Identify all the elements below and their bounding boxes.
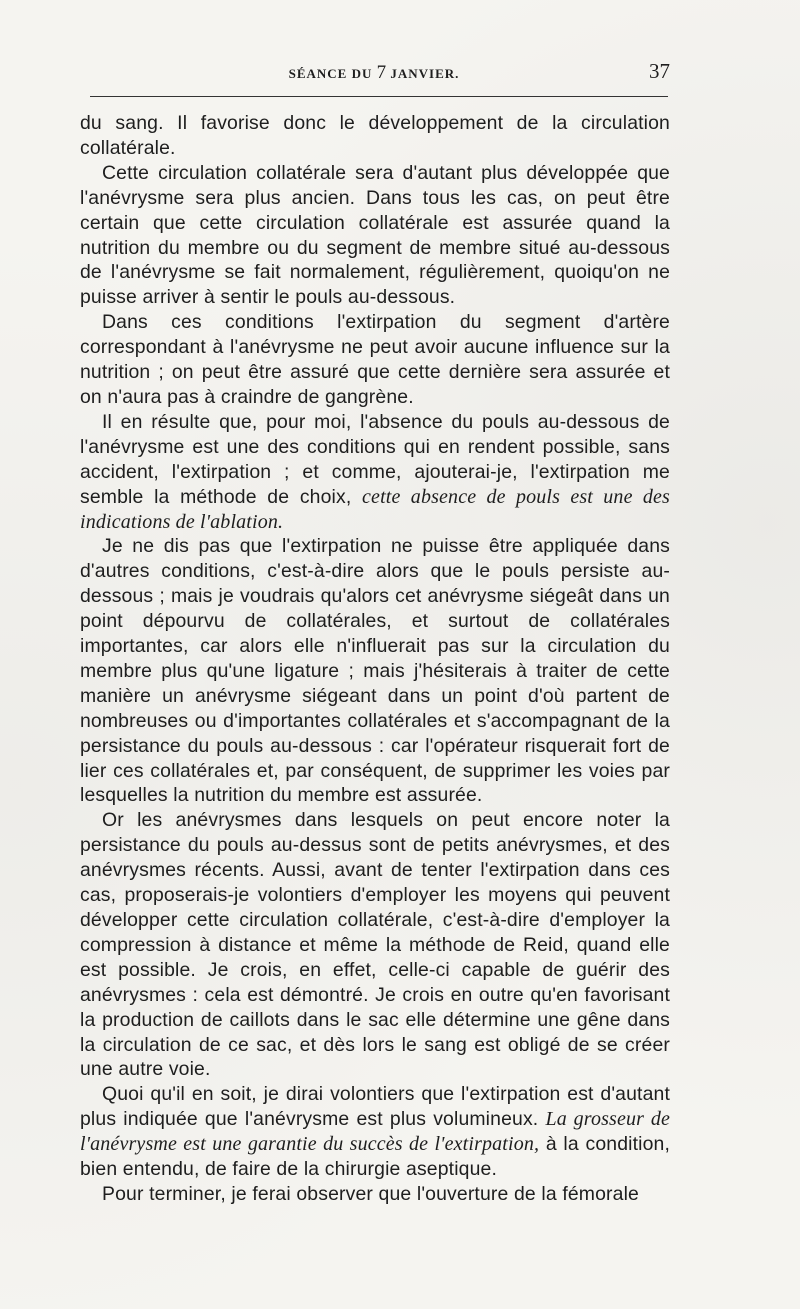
paragraph-8 (80, 1182, 670, 1207)
paragraph-2 (80, 161, 670, 310)
paragraph-4 (80, 410, 670, 535)
paragraph-text: Il en résulte que, pour moi, l'absence du pouls au-dessous de l'anévrysme est une des conditions qui en rendent possible, sans accident, l'extirpation ; et comme, ajouterai-je, l'extirpation me semble la méthode de choix, (80, 410, 670, 508)
paragraph-text: Je ne dis pas que l'extirpation ne puisse être appliquée dans d'autres conditions, c'est-à-dire alors que le pouls persiste au-dessous ; mais je voudrais qu'alors cet anévrysme siégeât dans un point dépourvu de collatérales, et surtout de collatérales importantes, car alors elle n'influerait pas sur la circulation du membre plus qu'une ligature ; mais j'hésiterais à traiter de cette manière un anévrysme siégeant dans un point d'où partent de nombreuses ou d'importantes collatérales et s'accompagnant de la persistance du pouls au-dessous : car l'opérateur risquerait fort de lier ces collatérales et, par conséquent, de supprimer les voies par lesquelles la nutrition du membre est assurée. (80, 535, 670, 807)
body-text (80, 111, 670, 1207)
running-title-day: 7 (376, 62, 387, 83)
italic-emphasis: cette absence de pouls est une des indications de l'ablation. (80, 485, 670, 533)
running-title-prefix: SÉANCE DU (288, 66, 377, 81)
page-number: 37 (649, 59, 670, 83)
running-title (80, 62, 668, 84)
paragraph-3 (80, 310, 670, 410)
header-rule (90, 96, 668, 97)
paragraph-7 (80, 1082, 670, 1182)
paragraph-text: Or les anévrysmes dans lesquels on peut encore noter la persistance du pouls au-dessus sont de petits anévrysmes, et des anévrysmes récents. Aussi, avant de tenter l'extirpation dans ces cas, proposerais-je volontiers d'employer les moyens qui peuvent développer cette circulation collatérale, c'est-à-dire d'employer la compression à distance et même la méthode de Reid, quand elle est possible. Je crois, en effet, celle-ci capable de guérir des anévrysmes : cela est démontré. Je crois en outre qu'en favorisant la production de caillots dans le sac elle détermine une gêne dans la circulation de ce sac, et dès lors le sang est obligé de se créer une autre voie. (80, 809, 670, 1081)
paragraph-5 (80, 534, 670, 808)
paragraph-text: à la condition, bien entendu, de faire de la chirurgie aseptique. (80, 1133, 670, 1181)
page-header (80, 59, 670, 92)
paragraph-text: du sang. Il favorise donc le développement de la circulation collatérale. (80, 112, 670, 159)
paragraph-text: Cette circulation collatérale sera d'autant plus développée que l'anévrysme sera plus ancien. Dans tous les cas, on peut être certain que cette circulation collatérale est assurée quand la nutrition du membre ou du segment de membre situé au-dessous de l'anévrysme se fait normalement, régulièrement, quoiqu'on ne puisse arriver à sentir le pouls au-dessous. (80, 161, 670, 309)
italic-emphasis: La grosseur de l'anévrysme est une garantie du succès de l'extirpation, (80, 1108, 670, 1156)
paragraph-text: Pour terminer, je ferai observer que l'ouverture de la fémorale (102, 1182, 639, 1205)
running-title-suffix: JANVIER. (386, 66, 460, 81)
paragraph-6 (80, 808, 670, 1082)
paragraph-1 (80, 111, 670, 161)
paragraph-text: Quoi qu'il en soit, je dirai volontiers que l'extirpation est d'autant plus indiquée que l'anévrysme est plus volumineux. (80, 1083, 670, 1131)
paragraph-text: Dans ces conditions l'extirpation du segment d'artère correspondant à l'anévrysme ne peut avoir aucune influence sur la nutrition ; on peut être assuré que cette dernière sera assurée et on n'aura pas à craindre de gangrène. (80, 311, 670, 408)
